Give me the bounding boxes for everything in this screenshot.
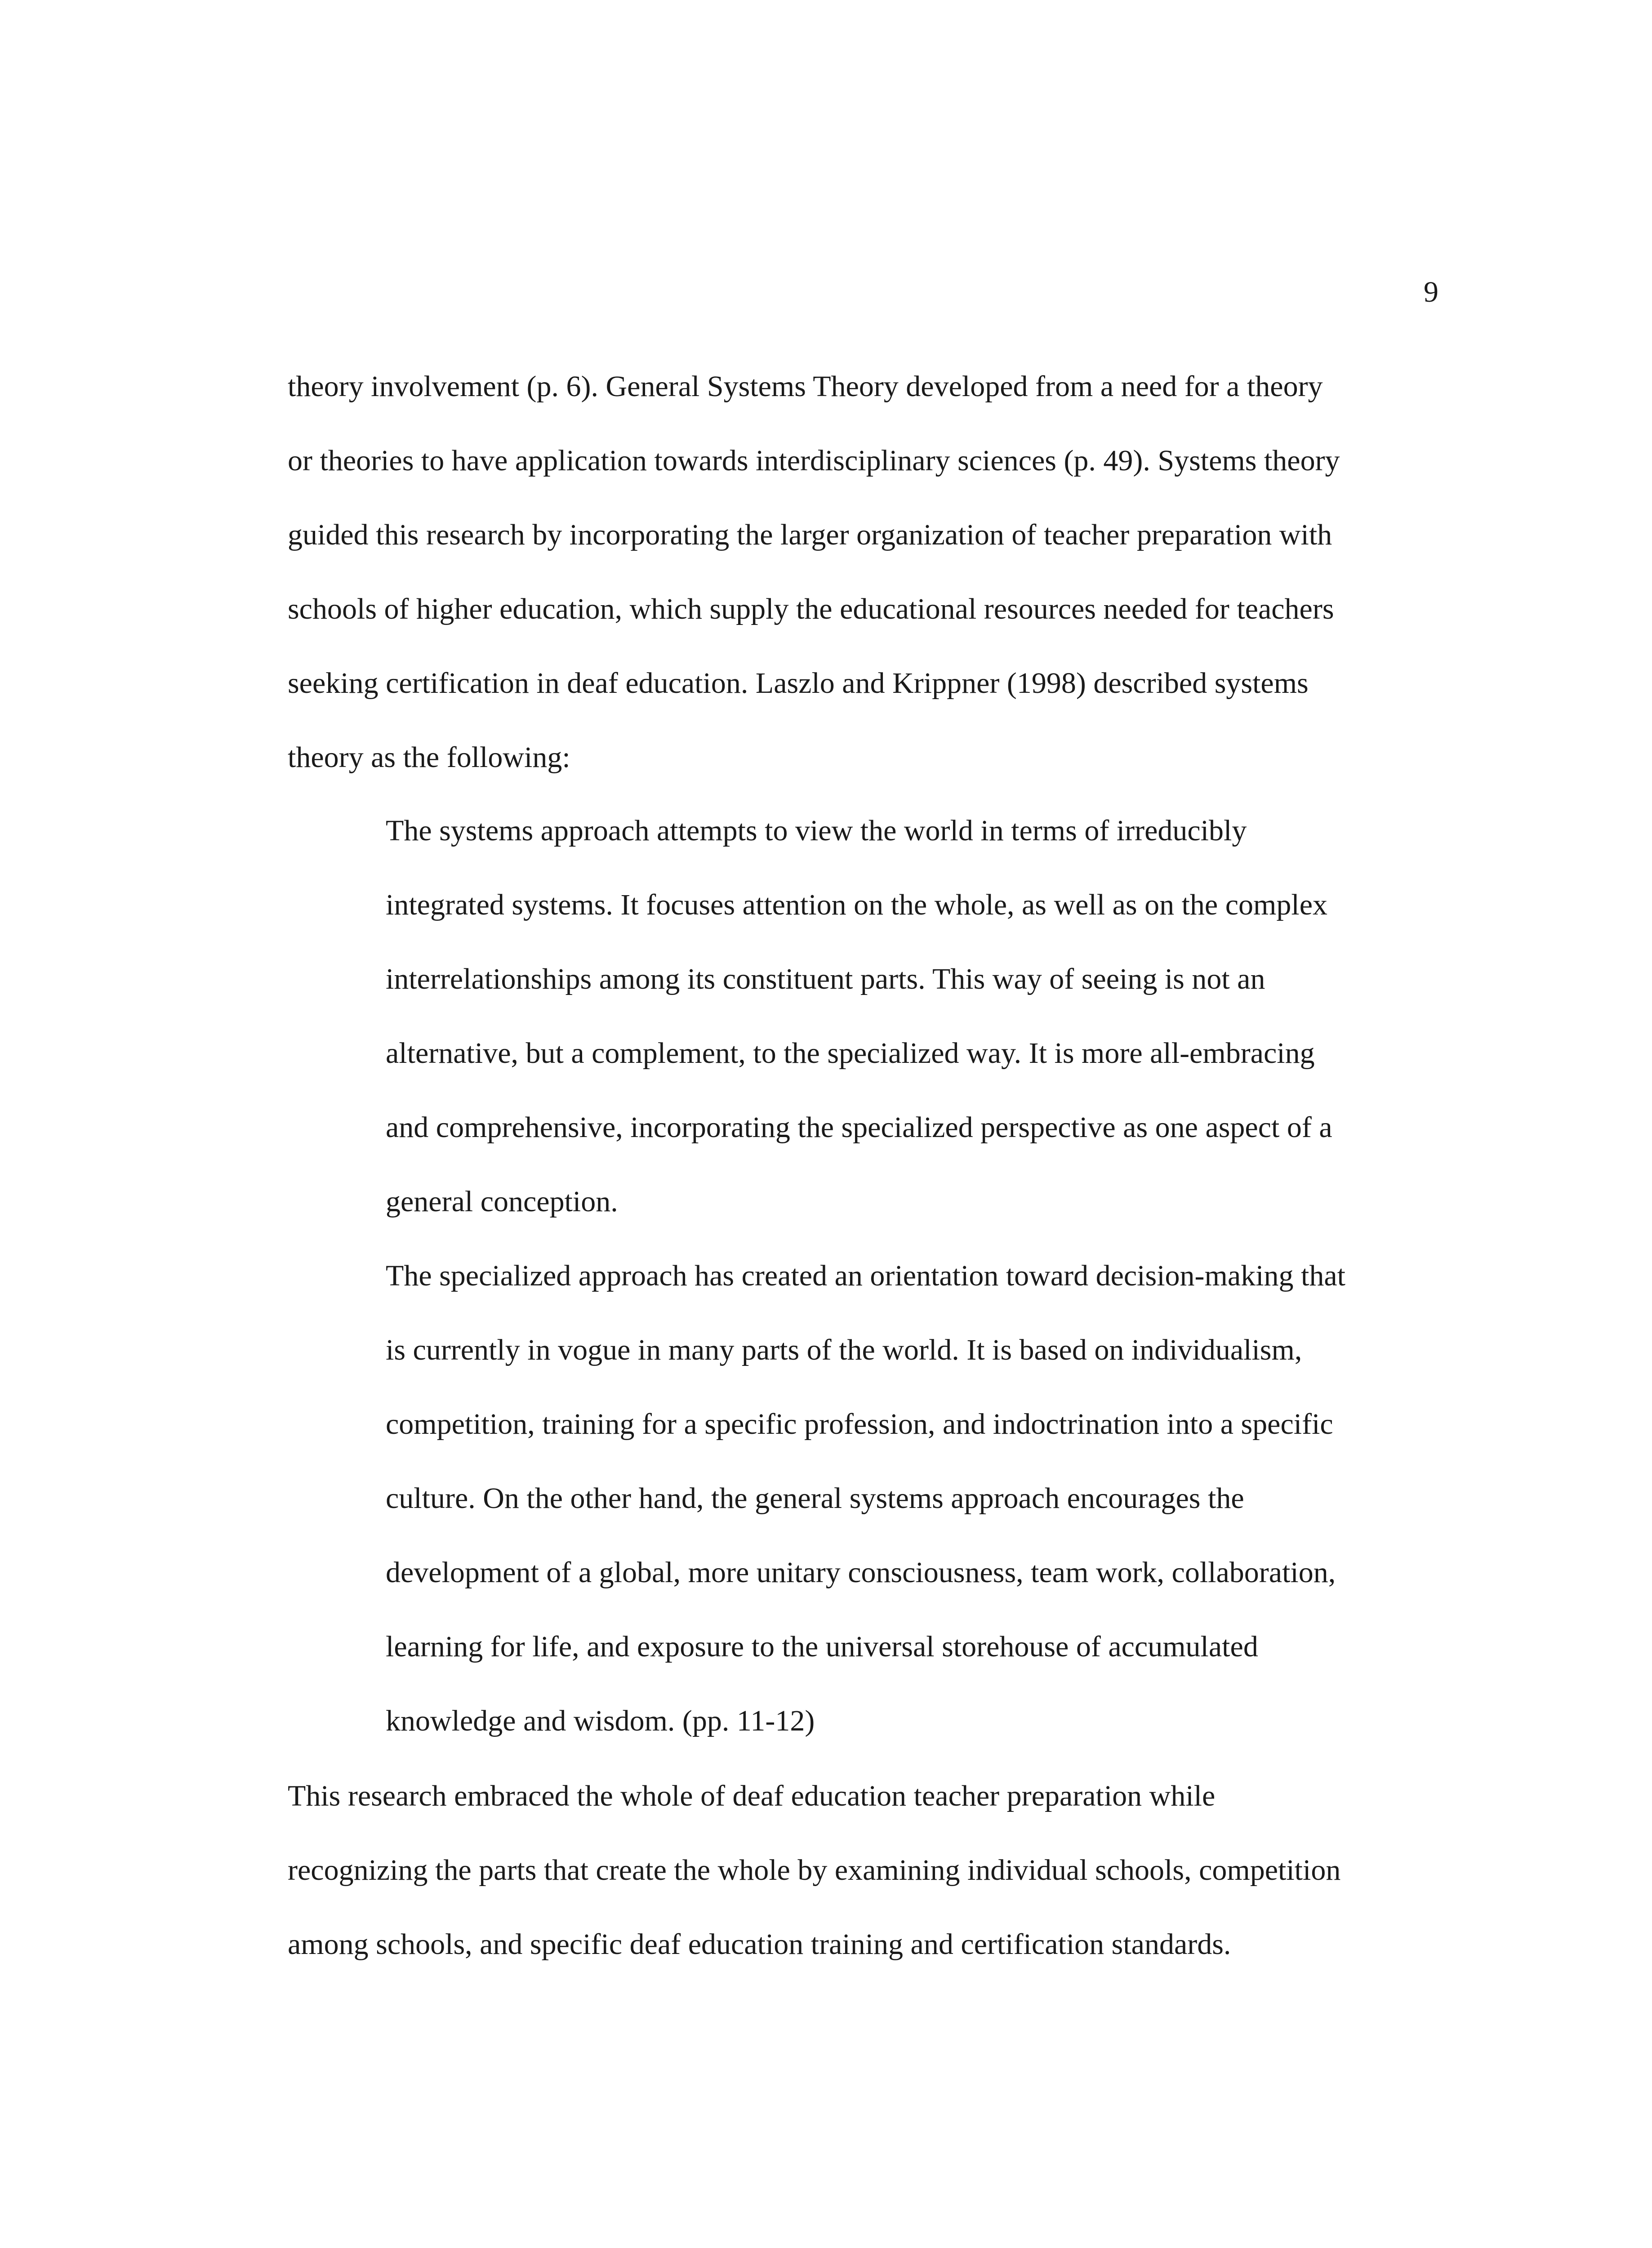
quote-line-5: and comprehensive, incorporating the specialized perspective as one aspect of a — [386, 1111, 1332, 1144]
quote-line-6: general conception. — [386, 1185, 618, 1218]
intro-line-2: or theories to have application towards interdisciplinary sciences (p. 49). Systems theory — [288, 444, 1340, 477]
quote-line-11: development of a global, more unitary consciousness, team work, collaboration, — [386, 1556, 1336, 1589]
quote-line-8: is currently in vogue in many parts of the world. It is based on individualism, — [386, 1334, 1302, 1366]
intro-line-6: theory as the following: — [288, 741, 570, 774]
quote-line-7: The specialized approach has created an orientation toward decision-making that — [386, 1259, 1345, 1292]
quote-line-3: interrelationships among its constituent parts. This way of seeing is not an — [386, 963, 1265, 995]
page-number: 9 — [1424, 276, 1438, 308]
closing-line-2: recognizing the parts that create the whole by examining individual schools, competition — [288, 1854, 1341, 1887]
quote-line-9: competition, training for a specific profession, and indoctrination into a specific — [386, 1408, 1333, 1441]
closing-line-3: among schools, and specific deaf education training and certification standards. — [288, 1928, 1231, 1961]
intro-line-3: guided this research by incorporating the larger organization of teacher preparation with — [288, 518, 1332, 551]
intro-line-4: schools of higher education, which supply the educational resources needed for teachers — [288, 593, 1334, 625]
intro-line-1: theory involvement (p. 6). General Systems Theory developed from a need for a theory — [288, 370, 1323, 403]
closing-line-1: This research embraced the whole of deaf education teacher preparation while — [288, 1780, 1216, 1812]
quote-line-13: knowledge and wisdom. (pp. 11-12) — [386, 1704, 815, 1737]
quote-line-2: integrated systems. It focuses attention on the whole, as well as on the complex — [386, 888, 1327, 921]
quote-line-1: The systems approach attempts to view the world in terms of irreducibly — [386, 814, 1247, 847]
intro-line-5: seeking certification in deaf education. Laszlo and Krippner (1998) described systems — [288, 667, 1309, 700]
quote-line-12: learning for life, and exposure to the universal storehouse of accumulated — [386, 1630, 1258, 1663]
quote-line-4: alternative, but a complement, to the specialized way. It is more all-embracing — [386, 1037, 1315, 1070]
quote-line-10: culture. On the other hand, the general systems approach encourages the — [386, 1482, 1244, 1515]
